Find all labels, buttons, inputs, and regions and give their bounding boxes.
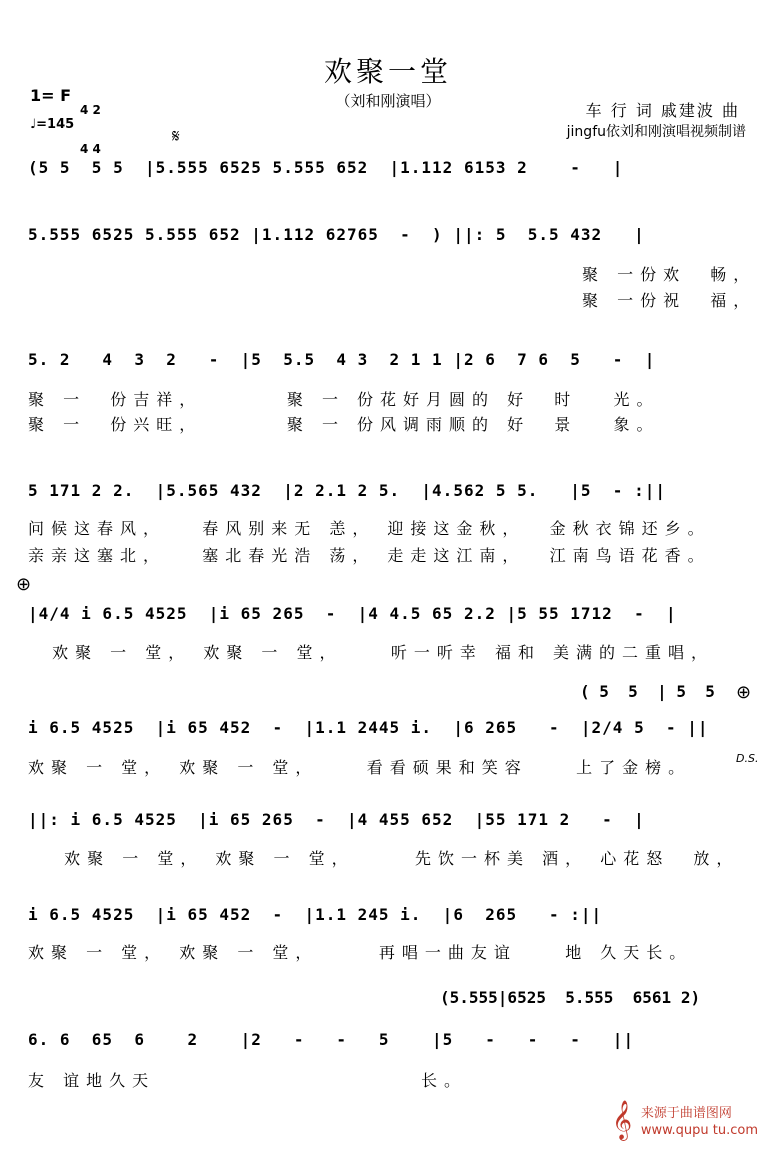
notation-line: 6. 6 65 6 2 |2 - - 5 |5 - - - || <box>28 1030 635 1049</box>
lyric-line: 欢聚 一 堂， 欢聚 一 堂， 先饮一杯美 酒， 心花怒 放， <box>40 849 740 868</box>
tempo-marking: ♩=145 <box>30 117 75 132</box>
score-row-3 <box>28 350 752 390</box>
score-row-9 <box>28 1030 752 1070</box>
score-row-5 <box>28 604 752 644</box>
lyric-line: 问候这春风， 春风别来无 恙， 迎接这金秋， 金秋衣锦还乡。 <box>28 519 711 538</box>
meter-bottom: 4 4 <box>80 142 101 156</box>
notation-line: ||: i 6.5 4525 |i 65 265 - |4 455 652 |55 171 2 - | <box>28 810 645 829</box>
meter-top: 4 2 <box>80 103 101 117</box>
score-row-2 <box>28 225 752 265</box>
score-row-7 <box>28 810 752 850</box>
notation-line: (5 5 5 5 |5.555 6525 5.555 652 |1.112 6153 2 - | <box>28 158 624 177</box>
interlude-notes: (5.555|6525 5.555 6561 2) <box>440 988 701 1007</box>
watermark <box>641 1105 758 1139</box>
score-row-6 <box>28 718 752 758</box>
transcriber-credit: jingfu依刘和刚演唱视频制谱 <box>566 124 746 140</box>
notation-line: |4/4 i 6.5 4525 |i 65 265 - |4 4.5 65 2.2 |5 55 1712 - | <box>28 604 677 623</box>
lyric-line: 欢聚 一 堂， 欢聚 一 堂， 再唱一曲友谊 地 久天长。 <box>28 943 693 962</box>
notation-line: 5 171 2 2. |5.565 432 |2 2.1 2 5. |4.562 5 5. |5 - :|| <box>28 481 666 500</box>
lyric-line: 欢聚 一 堂， 欢聚 一 堂， 听一听幸 福和 美满的二重唱， <box>40 643 715 662</box>
watermark-line1: 来源于曲谱图网 <box>640 1106 732 1121</box>
time-signature <box>80 78 101 169</box>
lyric-line: 聚 一份欢 畅， <box>582 265 757 284</box>
lyric-line: 亲亲这塞北， 塞北春光浩 荡， 走走这江南， 江南鸟语花香。 <box>28 546 711 565</box>
performer-subtitle: （刘和刚演唱） <box>335 92 441 110</box>
dal-segno-mark: D.S. <box>736 752 759 765</box>
notation-line: 5.555 6525 5.555 652 |1.112 62765 - ) ||: 5 5.5 432 | <box>28 225 645 244</box>
score-row-8 <box>28 905 752 945</box>
key-signature: 1= F <box>30 86 72 105</box>
lyric-line: 聚 一 份吉祥， 聚 一 份花好月圆的 好 时 光。 <box>28 390 660 409</box>
page-title: 欢聚一堂 <box>323 55 452 88</box>
watermark-line2: www.qupu tu.com <box>640 1123 758 1138</box>
coda-icon: ⊕ <box>736 682 752 703</box>
composer-credit: 车 行 词 戚建波 曲 <box>585 101 740 120</box>
score-row-1 <box>28 158 752 198</box>
segno-icon: 𝄋 <box>172 126 180 147</box>
lyric-line: 友 谊地久天 长。 <box>28 1071 467 1090</box>
treble-clef-icon: 𝄞 <box>612 1100 633 1140</box>
lyric-line: 聚 一份祝 福， <box>582 291 757 310</box>
lyric-line: 聚 一 份兴旺， 聚 一 份风调雨顺的 好 景 象。 <box>28 415 660 434</box>
notation-line: i 6.5 4525 |i 65 452 - |1.1 245 i. |6 265 - :|| <box>28 905 603 924</box>
lyric-line: 欢聚 一 堂， 欢聚 一 堂， 看看硕果和笑容 上了金榜。 <box>28 758 692 777</box>
score-row-4 <box>28 481 752 521</box>
notation-line: i 6.5 4525 |i 65 452 - |1.1 2445 i. |6 265 - |2/4 5 - || <box>28 718 709 737</box>
notation-line: 5. 2 4 3 2 - |5 5.5 4 3 2 1 1 |2 6 7 6 5 - | <box>28 350 656 369</box>
interlude-notes: ( 5 5 | 5 5 <box>580 682 715 701</box>
coda-icon: ⊕ <box>16 574 32 595</box>
